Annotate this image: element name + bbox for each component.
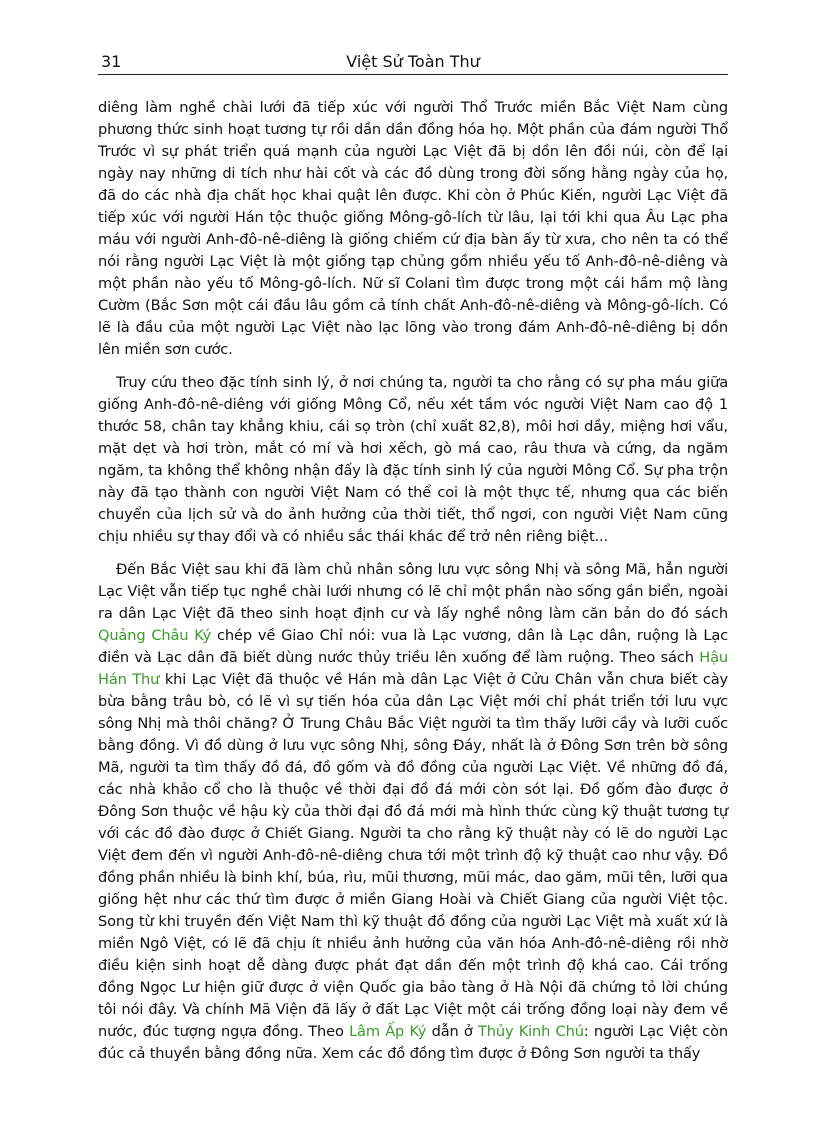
body-text — [98, 97, 728, 1065]
reference-hau-han-thu: Hậu Hán Thư — [98, 649, 728, 688]
paragraph-3-text-1: Đến Bắc Việt sau khi đã làm chủ nhân sông lưu vực sông Nhị và sông Mã, hẳn người Lạc Việt vẫn tiếp tục nghề chài lưới nhưng có lẽ chỉ một phần nào sống gần biển, ngoài ra dân Lạc Việt đã theo sinh hoạt định cư và lấy nghề nông làm căn bản do đó sách — [98, 561, 728, 622]
paragraph-3-text-4: dẫn ở — [426, 1023, 478, 1040]
page-header — [98, 46, 728, 75]
paragraph-3-text-5: : người Lạc Việt còn đúc cả thuyền bằng đồng nữa. Xem các đồ đồng tìm được ở Đông Sơn người ta thấy — [98, 1023, 728, 1062]
paragraph-2: Truy cứu theo đặc tính sinh lý, ở nơi chúng ta, người ta cho rằng có sự pha máu giữa giống Anh-đô-nê-diêng với giống Mông Cổ, nếu xét tầm vóc người Việt Nam cao độ 1 thước 58, chân tay khẳng khiu, cái sọ tròn (chỉ xuất 82,8), môi hơi dầy, miệng hơi vẩu, mặt dẹt và hơi tròn, mắt có mí và hơi xếch, gò má cao, râu thưa và cứng, da ngăm ngăm, ta không thể không nhận đấy là đặc tính sinh lý của người Mông Cổ. Sự pha trộn này đã tạo thành con người Việt Nam có thể coi là một thực tế, nhưng qua các biến chuyển của lịch sử và do ảnh hưởng của thời tiết, thổ ngơi, con người Việt Nam cũng chịu nhiều sự thay đổi và có nhiều sắc thái khác để trở nên riêng biệt... — [98, 374, 728, 545]
reference-quang-chau-ky: Quảng Châu Ký — [98, 627, 212, 644]
paragraph-3-text-2: chép về Giao Chỉ nói: vua là Lạc vương, dân là Lạc dân, ruộng là Lạc điền và Lạc dân đã biết dùng nước thủy triều lên xuống để làm ruộng. Theo sách — [98, 627, 728, 666]
running-title: Việt Sử Toàn Thư — [346, 52, 480, 71]
reference-thuy-kinh-chu: Thủy Kinh Chú — [477, 1023, 584, 1040]
paragraph-3 — [98, 559, 728, 1065]
reference-lam-ap-ky: Lâm Ấp Ký — [349, 1023, 427, 1040]
page-number: 31 — [101, 52, 122, 71]
paragraph-1: diêng làm nghề chài lưới đã tiếp xúc với người Thổ Trước miền Bắc Việt Nam cùng phương thức sinh hoạt tương tự rồi dần dần đồng hóa họ. Một phần của đám người Thổ Trước vì sự phát triển quá mạnh của người Lạc Việt đã bị dồn lên đồi núi, còn để lại ngày nay những di tích như hài cốt và các đồ dùng trong đời sống hằng ngày của họ, đã do các nhà địa chất học khai quật lên được. Khi còn ở Phúc Kiến, người Lạc Việt đã tiếp xúc với người Hán tộc thuộc giống Mông-gô-lích từ lâu, lại tới khi qua Âu Lạc pha máu với người Anh-đô-nê-diêng là giống chiếm cứ địa bàn ấy từ xưa, cho nên ta có thể nói rằng người Lạc Việt là một giống tạp chủng gồm nhiều yếu tố Anh-đô-nê-diêng và một phần nào yếu tố Mông-gô-lích. Nữ sĩ Colani tìm được trong một cái hầm mộ làng Cườm (Bắc Sơn một cái đầu lâu gồm cả tính chất Anh-đô-nê-diêng và Mông-gô-lích. Có lẽ là đầu của một người Lạc Việt nào lạc lõng vào trong đám Anh-đô-nê-diêng bị dồn lên miền sơn cước. — [98, 99, 728, 358]
paragraph-3-text-3: khi Lạc Việt đã thuộc về Hán mà dân Lạc Việt ở Cửu Chân vẫn chưa biết cày bừa bằng trâu bò, có lẽ vì sự tiến hóa của dân Lạc Việt mới chỉ phát triển tới lưu vực sông Nhị mà thôi chăng? Ở Trung Châu Bắc Việt người ta tìm thấy lưỡi cầy và lưỡi cuốc bằng đồng. Vì đồ dùng ở lưu vực sông Nhị, sông Đáy, nhất là ở Đông Sơn trên bờ sông Mã, người ta tìm thấy đồ đá, đồ gốm và đồ đồng của người Lạc Việt. Về những đồ đá, các nhà khảo cổ cho là thuộc về thời đại đồ đá mới còn sót lại. Đồ gốm đào được ở Đông Sơn thuộc về hậu kỳ của thời đại đồ đá mới mà hình thức cùng kỹ thuật tương tự với các đồ đào được ở Chiết Giang. Người ta cho rằng kỹ thuật này có lẽ do người Lạc Việt đem đến vì người Anh-đô-nê-diêng chưa tới một trình độ kỹ thuật cao như vậy. Đồ đồng phần nhiều là binh khí, búa, rìu, mũi thương, mũi mác, dao găm, mũi tên, lưỡi qua giống hệt như các thứ tìm được ở miền Giang Hoài và Chiết Giang của người Việt tộc. Song từ khi truyền đến Việt Nam thì kỹ thuật đồ đồng của người Lạc Việt mà xuất xứ là miền Ngô Việt, có lẽ đã chịu ít nhiều ảnh hưởng của văn hóa Anh-đô-nê-diêng rồi nhờ điều kiện sinh hoạt dễ dàng được phát đạt dần đến một trình độ khá cao. Cái trống đồng Ngọc Lư hiện giữ được ở viện Quốc gia bảo tàng ở Hà Nội đã chứng tỏ lời chúng tôi nói đây. Và chính Mã Viện đã lấy ở đất Lạc Việt một cái trống đồng loại này đem về nước, đúc tượng ngựa đồng. Theo — [98, 671, 728, 1040]
